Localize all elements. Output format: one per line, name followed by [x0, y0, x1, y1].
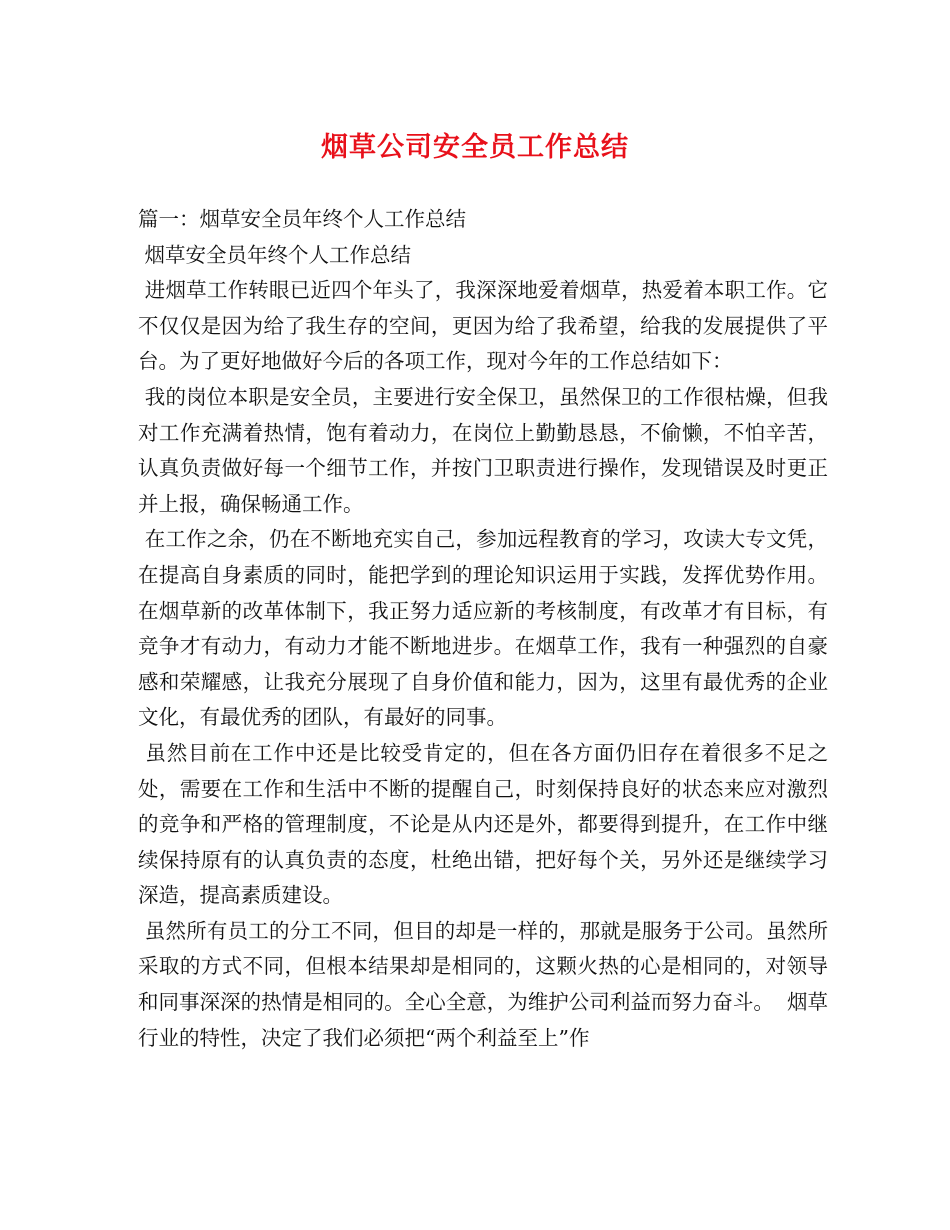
document-title: 烟草公司安全员工作总结 — [321, 132, 629, 163]
paragraph-intro: 进烟草工作转眼已近四个年头了，我深深地爱着烟草，热爱着本职工作。它不仅仅是因为给了我生存的空间，更因为给了我希望，给我的发展提供了平台。为了更好地做好今后的各项工作，现对今年的工作总结如下： — [138, 278, 828, 374]
section-heading: 篇一：烟草安全员年终个人工作总结 — [138, 207, 466, 231]
paragraph-shortcomings: 虽然目前在工作中还是比较受肯定的，但在各方面仍旧存在着很多不足之处，需要在工作和生活中不断的提醒自己，时刻保持良好的状态来应对激烈的竞争和严格的管理制度，不论是从内还是外，都要得到提升，在工作中继续保持原有的认真负责的态度，杜绝出错，把好每个关，另外还是继续学习深造，提高素质建设。 — [138, 740, 828, 908]
sub-heading: 烟草安全员年终个人工作总结 — [138, 242, 412, 267]
paragraph-study: 在工作之余，仍在不断地充实自己，参加远程教育的学习，攻读大专文凭，在提高自身素质的同时，能把学到的理论知识运用于实践，发挥优势作用。在烟草新的改革体制下，我正努力适应新的考核制度，有改革才有目标，有竞争才有动力，有动力才能不断地进步。在烟草工作，我有一种强烈的自豪感和荣耀感，让我充分展现了自身价值和能力，因为，这里有最优秀的企业文化，有最优秀的团队，有最好的同事。 — [138, 527, 828, 730]
paragraph-duty: 我的岗位本职是安全员，主要进行安全保卫，虽然保卫的工作很枯燥，但我对工作充满着热情，饱有着动力，在岗位上勤勤恳恳，不偷懒，不怕辛苦，认真负责做好每一个细节工作，并按门卫职责进行操作，发现错误及时更正并上报，确保畅通工作。 — [138, 384, 828, 516]
paragraph-service: 虽然所有员工的分工不同，但目的却是一样的，那就是服务于公司。虽然所采取的方式不同，但根本结果却是相同的，这颗火热的心是相同的，对领导和同事深深的热情是相同的。全心全意，为维护公司利益而努力奋斗。 烟草行业的特性，决定了我们必须把“两个利益至上”作 — [138, 918, 828, 1050]
document-body — [138, 202, 828, 1056]
